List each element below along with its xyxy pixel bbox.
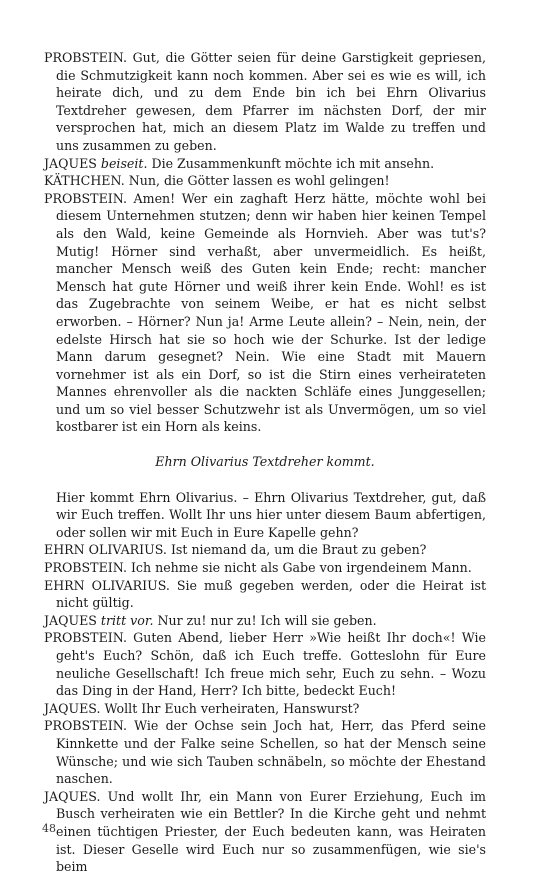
speaker-name: JAQUES xyxy=(44,155,97,171)
speaker-name: JAQUES xyxy=(44,612,97,628)
dialogue-text: Wie der Ochse sein Joch hat, Herr, das Pferd seine Kinnkette und der Falke seine Schellen, so hat der Mensch seine Wünsche; und wie sich Tauben schnäbeln, so möchte der Ehestand naschen. xyxy=(56,718,486,787)
dialogue-paragraph xyxy=(44,559,486,577)
speaker-name: JAQUES. xyxy=(44,700,101,716)
dialogue-paragraph xyxy=(44,49,486,155)
dialogue-text: Gut, die Götter seien für deine Garstigkeit gepriesen, die Schmutzigkeit kann noch kommen. Aber sei es wie es will, ich heirate dich, und zu dem Ende bin ich bei Ehrn Olivarius Textdreher gewesen, dem Pfarrer im nächsten Dorf, der mir versprochen hat, mich an diesem Platz im Walde zu treffen und uns zusammen zu geben. xyxy=(56,50,486,153)
dialogue-paragraph xyxy=(44,629,486,699)
dialogue-paragraph xyxy=(44,155,486,173)
dialogue-continuation: Hier kommt Ehrn Olivarius. – Ehrn Olivarius Textdreher, gut, daß wir Euch treffen. Wollt Ihr uns hier unter diesem Baum abfertigen, oder sollen wir mit Euch in Eure Kapelle gehn? xyxy=(56,489,486,540)
dialogue-paragraph xyxy=(44,541,486,559)
dialogue-paragraph xyxy=(44,172,486,190)
stage-direction: Ehrn Olivarius Textdreher kommt. xyxy=(155,454,375,470)
speaker-name: JAQUES. xyxy=(44,788,101,804)
dialogue-text: Und wollt Ihr, ein Mann von Eurer Erziehung, Euch im Busch verheiraten wie ein Bettler? In die Kirche geht und nehmt einen tüchtigen Priester, der Euch bedeuten kann, was Heiraten ist. Dieser Geselle wird Euch nur so zusammenfügen, wie sie's beim xyxy=(56,788,486,875)
speaker-name: PROBSTEIN. xyxy=(44,50,127,65)
play-text xyxy=(44,49,486,876)
dialogue-paragraph xyxy=(44,700,486,718)
dialogue-paragraph xyxy=(44,612,486,630)
dialogue-paragraph xyxy=(44,577,486,612)
dialogue-text: Amen! Wer ein zaghaft Herz hätte, möchte wohl bei diesem Unternehmen stutzen; denn wir haben hier keinen Tempel als den Wald, keine Gemeinde als Hornvieh. Aber was tut's? Mutig! Hörner sind verhaßt, aber unvermeidlich. Es heißt, mancher Mensch weiß des Guten kein Ende; recht: mancher Mensch hat gute Hörner und weiß ihrer kein Ende. Wohl! es ist das Zugebrachte von seinem Weibe, er hat es nicht selbst erworben. – Hörner? Nun ja! Arme Leute allein? – Nein, nein, der edelste Hirsch hat sie so hoch wie der Schurke. Ist der ledige Mann darum gesegnet? Nein. Wie eine Stadt mit Mauern vornehmer ist als ein Dorf, so ist die Stirn eines verheirateten Mannes ehrenvoller als die nackten Schläfe eines Junggesellen; und um so viel besser Schutzwehr ist als Unvermögen, um so viel kostbarer ist ein Horn als keins. xyxy=(56,190,486,435)
speaker-name: KÄTHCHEN. xyxy=(44,173,125,189)
dialogue-paragraph xyxy=(44,717,486,787)
dialogue-text: Wollt Ihr Euch verheiraten, Hanswurst? xyxy=(100,700,360,716)
speaker-name: EHRN OLIVARIUS. xyxy=(44,542,167,558)
speaker-name: PROBSTEIN. xyxy=(44,630,127,646)
speaker-name: PROBSTEIN. xyxy=(44,190,127,206)
dialogue-paragraph xyxy=(44,788,486,876)
dialogue-text: Die Zusammenkunft möchte ich mit ansehn. xyxy=(147,155,435,171)
page-number: 48 xyxy=(42,822,56,835)
stage-instruction: beiseit. xyxy=(96,155,148,171)
dialogue-text: Ist niemand da, um die Braut zu geben? xyxy=(166,542,427,558)
dialogue-text: Nur zu! nur zu! Ich will sie geben. xyxy=(153,612,377,628)
dialogue-text: Ich nehme sie nicht als Gabe von irgendeinem Mann. xyxy=(126,560,472,576)
dialogue-text: Guten Abend, lieber Herr »Wie heißt Ihr doch«! Wie geht's Euch? Schön, daß ich Euch treffe. Gotteslohn für Eure neuliche Gesellschaft! Ich freue mich sehr, Euch zu sehn. – Wozu das Ding in der Hand, Herr? Ich bitte, bedeckt Euch! xyxy=(56,630,486,699)
dialogue-text: Nun, die Götter lassen es wohl gelingen! xyxy=(124,173,390,189)
speaker-name: PROBSTEIN. xyxy=(44,560,127,576)
dialogue-text: Sie muß gegeben werden, oder die Heirat ist nicht gültig. xyxy=(56,577,486,611)
dialogue-paragraph xyxy=(44,190,486,436)
speaker-name: EHRN OLIVARIUS. xyxy=(44,577,170,593)
stage-instruction: tritt vor. xyxy=(96,612,154,628)
speaker-name: PROBSTEIN. xyxy=(44,718,127,734)
